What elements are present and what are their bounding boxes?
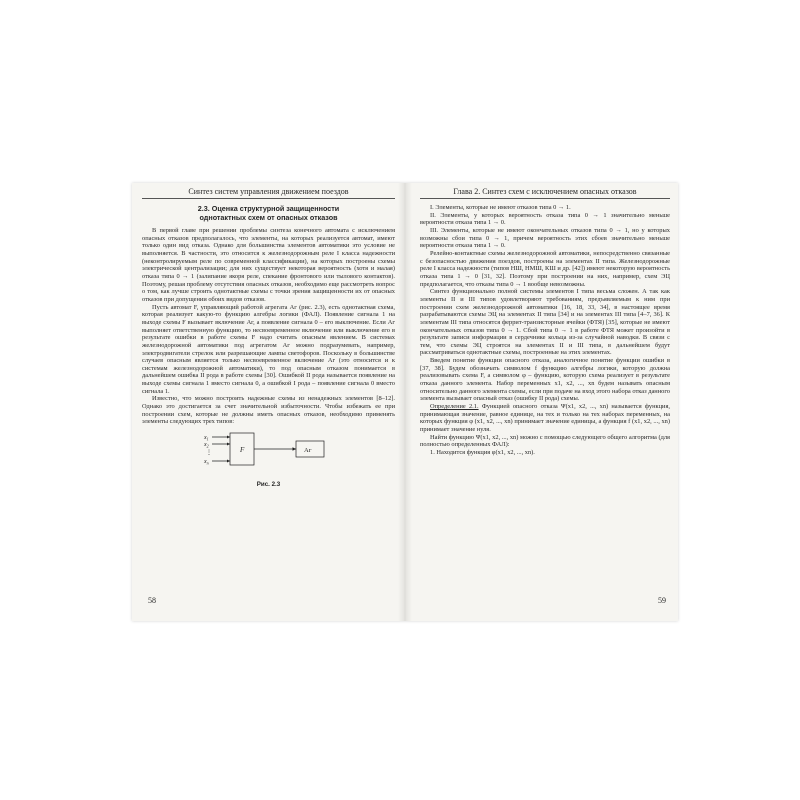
definition-label: Определение 2.1. [430,403,479,411]
running-head: Глава 2. Синтез схем с исключением опасных отказов [420,183,670,199]
block-diagram [202,430,342,474]
input-label-x1: $x_1$ [204,435,209,442]
right-page [420,183,670,621]
paragraph: В первой главе при решении проблемы синтеза конечного автомата с исключением опасных отказов предполагалось, что элементы, на которых реализуется автомат, имеют только один вид отказа. Однако для большинства элементов автоматики это условие не выполняется. В частности, это относится к железнодорожным реле I класса надежности (неконтролируемым реле по современной классификации), на которых построены схемы электрической централизации; для них существует некоторая вероятность (хотя и малая) отказа типа 0 → 1 (залипание якоря реле, спекание фронтового или тылового контактов). Поэтому, решая проблему отсутствия опасных отказов, необходимо еще рассмотреть вопрос о том, как лучше строить однотактные схемы с точки зрения защищенности их от опасных отказов при допущении обоих видов отказов. [142,227,395,303]
arrow-icon [227,443,230,446]
block-f-label: F [240,446,245,455]
paragraph: Пусть автомат F, управляющий работой агрегата Аг (рис. 2.3), есть однотактная схема, которая реализует какую-то функцию алгебры логики (ФАЛ). Появление сигнала 1 на выходе схемы F вызывает включение Аг, а появление сигнала 0 – его выключение. Если Аг выполняет ответственную функцию, то несвоевременное включение или выключение его в результате ошибки в работе схемы F надо считать опасным явлением. В системах железнодорожной автоматики под агрегатом Аг можно подразумевать, например, электродвигатели стрелок или разрешающие лампы светофоров. Поскольку в большинстве случаев опасным является только несвоевременное включение Аг (это относится и к системам железнодорожной автоматики), то под опасным отказом понимается в дальнейшем ошибка II рода в работе схемы [30]. Ошибкой II рода называется появление на выходе схемы сигнала 1 вместо сигнала 0, а ошибкой I рода – появление сигнала 0 вместо сигнала 1. [142,303,395,395]
section-title-line: 2.3. Оценка структурной защищенности [197,204,340,213]
page-number: 58 [148,596,156,605]
section-title-line: однотактных схем от опасных отказов [199,213,338,222]
arrow-icon [227,460,230,463]
figure-2-3 [142,430,395,480]
book-gutter [398,183,412,621]
arrow-icon [227,436,230,439]
definition-text: Функцией опасного отказа Ψ(x1, x2, ..., xn) называется функция, принимающая значение, равное единице, на тех и только на тех наборах переменных, на которых функция φ (x1, x2, ..., xn) принимает значение единицы, а функция f (x1, x2, ..., xn) принимает значение нуля. [420,403,670,434]
section-title [142,204,395,222]
arrow-icon [293,447,297,450]
list-item: II. Элементы, у которых вероятность отказа типа 0 → 1 значительно меньше вероятности отказа типа 1 → 0. [420,211,670,227]
figure-caption: Рис. 2.3 [256,481,281,489]
input-dots: ⋮ [206,450,212,457]
left-page [142,183,395,621]
book-spread [132,183,678,621]
page-number: 59 [658,596,666,605]
block-ag-label: Аг [304,447,312,455]
input-label-x2: $x_2$ [204,442,209,449]
running-head: Синтез систем управления движением поездов [142,183,395,199]
definition [420,403,670,434]
paragraph: Введем понятие функции опасного отказа, аналогичное понятие функции ошибки в [37, 38]. Будем обозначать символом f функцию алгебры логики, которую должна реализовывать схема F, а символом φ – функцию, которую схема реализует в результате отказа данного элемента. Набор переменных x1, x2, ..., xn будем называть опасным относительно данного элемента схемы, если при подаче на вход этого набора отказ данного элемента вызывает опасный отказ (ошибку II рода) схемы. [420,357,670,403]
paragraph: Известно, что можно построить надежные схемы из ненадежных элементов [8–12]. Однако это достигается за счет значительной избыточности. Чтобы избежать ее при построении схем, которые не должны иметь опасных отказов, необходимо применять элементы следующих трех типов: [142,395,395,426]
paragraph: Релейно-контактные схемы железнодорожной автоматики, непосредственно связанные с безопасностью движения поездов, построены на элементах II типа. Железнодорожные реле I класса надежности (типов НШ, НМШ, КШ и др. [42]) имеют некоторую вероятность отказа типа 1 → 0 [31, 32]. Поэтому при построении на них, например, схем ЭЦ предполагается, что отказы типа 0 → 1 вообще невозможны. [420,249,670,288]
paragraph: Синтез функционально полной системы элементов I типа весьма сложен. А так как элементы II и III типов удовлетворяют требованиям, предъявляемым к ним при построении схем железнодорожной автоматики [16, 18, 33, 34], в настоящее время разрабатываются схемы ЭЦ на элементах II типа [34] и на элементах III типа [4–7, 36]. К элементам III типа относятся феррит-транзисторные ячейки (ФТЯ) [35], которые не имеют окончательных отказов типа 0 → 1. Сбой типа 0 → 1 в работе ФТЯ может произойти в результате записи информации в сердечнике кольца из-за случайной наводки. В связи с тем, что схемы ЭЦ строятся на элементах II и III типа, в дальнейшем будут рассматриваться однотактные схемы, построенные на этих элементах. [420,288,670,357]
list-item: III. Элементы, которые не имеют окончательных отказов типа 0 → 1, но у которых возможны сбои типа 0 → 1, причем вероятность этих сбоев значительно меньше вероятности отказа типа 1 → 0. [420,226,670,250]
list-item: 1. Находится функция φ(x1, x2, ..., xn). [430,449,535,456]
input-label-xn: $x_n$ [204,459,209,466]
list-item: I. Элементы, которые не имеют отказов типа 0 → 1. [430,204,571,211]
paragraph: Найти функцию Ψ(x1, x2, ..., xn) можно с помощью следующего общего алгоритма (для полностью определенных ФАЛ): [420,433,670,449]
